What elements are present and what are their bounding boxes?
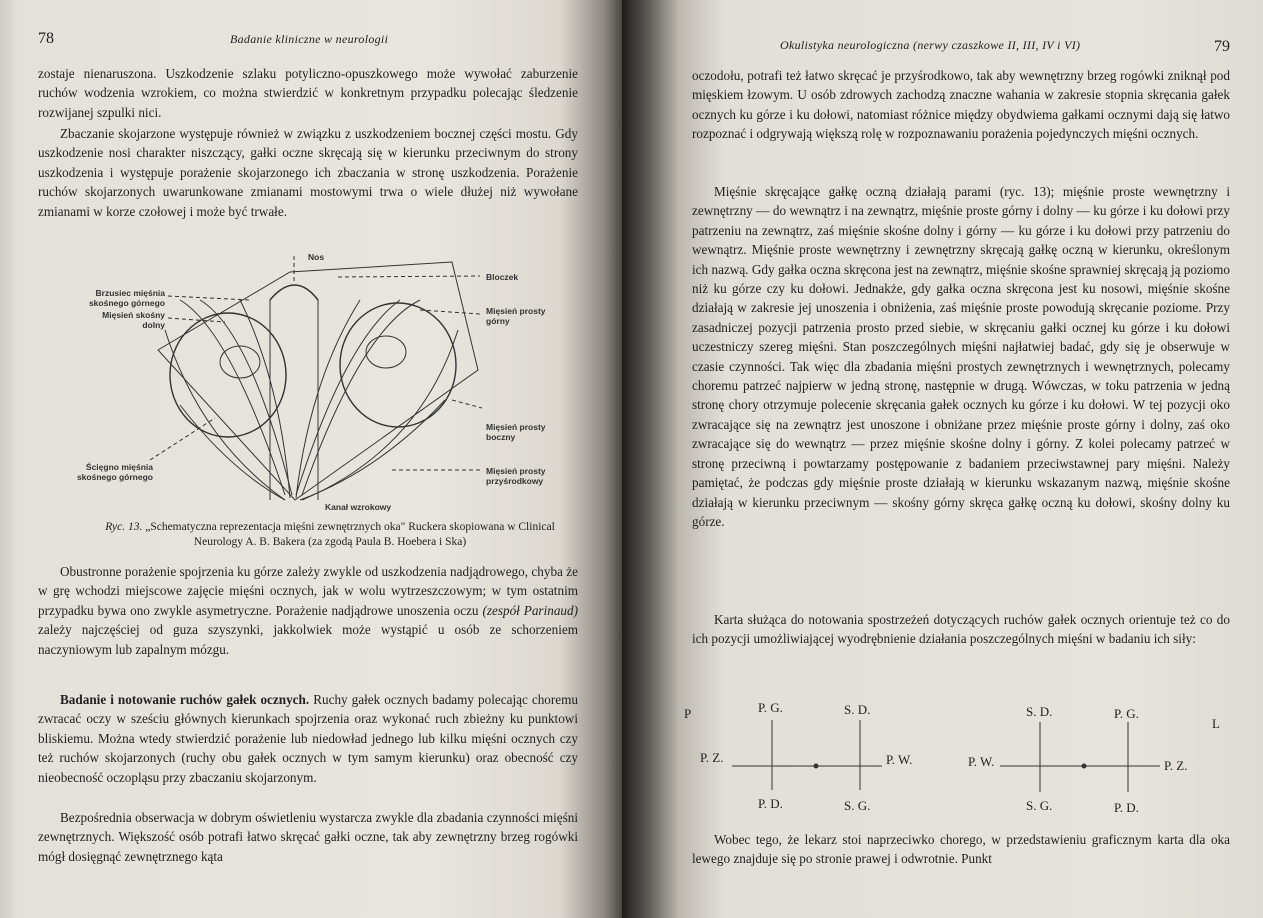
muscle-right-1 [302,300,420,495]
chart-left-br: S. G. [844,798,871,813]
chart-left-tl: P. G. [758,700,783,715]
label-brzusiec: Brzusiec mięśnia skośnego górnego [88,288,165,308]
label-prosty-gorny: Mięsień prosty górny [486,306,546,326]
label-kanal: Kanał wzrokowy [325,502,392,512]
chart-left-tr: S. D. [844,702,871,717]
chart-left-w: P. Z. [700,750,724,765]
muscle-right-3 [300,400,445,500]
right-center-dot [1082,764,1086,768]
caption-prefix: Ryc. 13. [105,521,143,533]
left-page [0,0,622,918]
chart-right-tl: S. D. [1026,704,1053,719]
label-nos: Nos [308,252,325,262]
running-head: Okulistyka neurologiczna (nerwy czaszkowe II, III, IV i VI) [780,38,1081,52]
paragraph [38,562,578,659]
label-skosny-dolny: Mięsień skośny dolny [102,310,165,330]
left-center-dot [814,764,818,768]
chart-lines [622,0,1263,918]
label-prosty-boczny: Mięsień prosty boczny [486,422,546,442]
paragraph: zostaje nienaruszona. Uszkodzenie szlaku potyliczno-opuszkowego może wywołać zaburzenie ruchów wodzenia wzrokiem, co można stwierdzić w konkretnym przypadku polecając śledzenie rozwijanej szpulki nici. [38,66,578,120]
paragraph: Wobec tego, że lekarz stoi naprzeciwko chorego, w przedstawieniu graficznym karta dla oka lewego znajduje się po stronie prawej i odwrotnie. Punkt [692,832,1230,867]
page-number: 78 [38,30,54,47]
muscle-left-2 [200,300,292,495]
paragraph [38,690,578,787]
label-bloczek: Bloczek [486,272,519,282]
muscle-left-1 [180,300,285,495]
paragraph-text: zależy najczęściej od guza szyszynki, jakkolwiek może wystąpić u osób ze schorzeniem naczyniowym lub zapalnym mózgu. [38,622,578,657]
chart-left-e: P. W. [886,752,913,767]
muscle-right-4 [302,330,458,500]
right-cornea [366,336,406,368]
chart-left-bl: P. D. [758,796,783,811]
paragraph-text: Ruchy gałek ocznych badamy polecając choremu zwracać oczy w sześciu głównych kierunkach spojrzenia oraz wykonać ruch zbieżny ku punktowi bliskiemu. Można wtedy stwierdzić porażenie lub niedowład jednego lub kilku mięśni ocznych czy też ruchów skojarzonych (ruchy obu gałek ocznych w tym samym kierunku) oraz obecność czy nieobecność oczopląsu przy zbaczaniu skojarzonym. [38,692,578,785]
label-sciegno: Ścięgno mięśnia skośnego górnego [76,462,153,482]
paragraph: Mięśnie skręcające gałkę oczną działają parami (ryc. 13); mięśnie proste wewnętrzny i zewnętrzny — do wewnątrz i na zewnątrz, mięśnie proste górny i dolny — ku górze i ku dołowi przy patrzeniu na zewnątrz, zaś mięśnie skośne dolny i górny — ku górze i ku dołowi przy patrzeniu do wewnątrz. Mięśnie proste wewnętrzny i zewnętrzny skręcają gałkę oczną w kierunku, określonym ich nazwą. Gdy gałka oczna skręcona jest na zewnątrz, mięśnie skośne sprawniej skręcają ją poziomo niż ku górze czy ku dołowi. Jednakże, gdy gałka oczna skręcona jest ku nosowi, mięśnie skośne działają w zakresie jej unoszenia i obniżenia, zaś mięśnie proste powodują skręcanie poziome. Przy zasadniczej pozycji patrzenia prosto przed siebie, w skręcaniu gałki ocznej ku górze i ku dołowi uczestniczy szereg mięśni. Stan poszczególnych mięśni najłatwiej badać, gdy się je obserwuje w czasie czynności. Tak więc dla zbadania mięśni prostych zewnętrznych i wewnętrznych, polecamy choremu patrzeć najpierw w jedną stronę, następnie w drugą. Wówczas, w toku patrzenia w jedną stronę chory otrzymuje polecenie skręcania gałek ocznych ku górze i ku dołowi. W tej pozycji oko zwracające się na zewnątrz jest unoszone i obniżane przez mięśnie proste górny i dolny, zaś oko zwracające się do wewnątrz — przez mięśnie skośne dolny i górny. Z kolei polecamy patrzeć w stronę przeciwną i powtarzamy postępowanie z badaniem przeciwstawnej pary mięśni. Należy pamiętać, że podczas gdy mięśnie proste działają w kierunku wskazanym nazwą, mięśnie skośne działają w kierunku przeciwnym — skośny górny skręca gałkę oczną ku dołowi, skośny dolny ku górze. [692,184,1230,529]
nose-dome [270,285,318,300]
paragraph: oczodołu, potrafi też łatwo skręcać je przyśrodkowo, tak aby wewnętrzny brzeg rogówki zniknął pod mięskiem łzowym. U osób zdrowych zachodzą znaczne wahania w zakresie stopnia skręcania gałek ocznych ku górze i ku dołowi, natomiast różnice między obydwiema gałkami ocznymi dają się łatwo rozpoznać i odgrywają większą rolę w rozpoznawaniu porażenia pojedynczych mięśni ocznych. [692,68,1230,142]
chart-label-p: P [684,706,692,721]
running-head: Badanie kliniczne w neurologii [230,32,389,46]
chart-label-l: L [1212,716,1220,731]
paragraph-text: Obustronne porażenie spojrzenia ku górze zależy zwykle od uszkodzenia nadjądrowego, chyba że w grę wchodzi miejscowe zajęcie mięśni ocznych, jak w wolu wytrzeszczowym; w tym ostatnim przypadku bywa ono zwykle asymetryczne. Porażenie nadjądrowe unoszenia oczu [38,564,578,618]
paragraph-italic: (zespół Parinaud) [482,602,578,618]
figure-caption [100,520,560,550]
chart-right-w: P. W. [968,754,995,769]
chart-right-bl: S. G. [1026,798,1053,813]
right-page [622,0,1263,918]
chart-right-tr: P. G. [1114,706,1139,721]
left-cornea [220,346,260,378]
caption-text: „Schematyczna reprezentacja mięśni zewnętrznych oka" Ruckera skopiowana w Clinical Neurology A. B. Bakera (za zgodą Paula B. Hoebera i Ska) [145,521,555,548]
label-prosty-przysrodkowy: Mięsień prosty przyśrodkowy [486,466,546,486]
page-number: 79 [1214,38,1230,55]
chart-right-e: P. Z. [1164,758,1188,773]
chart-right-br: P. D. [1114,800,1139,815]
paragraph: Zbaczanie skojarzone występuje również w związku z uszkodzeniem bocznej części mostu. Gdy uszkodzenie nosi charakter niszczący, gałki oczne skręcają się w kierunku przeciwnym do strony uszkodzenia i występuje porażenie skojarzonego ich zbaczania w stronę uszkodzenia. Porażenie ruchów skojarzonych uwarunkowane zmianami mostowymi trwa o wiele dłużej niż wywołane zmianami w korze czołowej i może być trwałe. [38,126,578,219]
paragraph: Karta służąca do notowania spostrzeżeń dotyczących ruchów gałek ocznych orientuje też co do ich pozycji umożliwiającej wyodrębnienie działania poszczególnych mięśni w badaniu ich siły: [692,612,1230,647]
paragraph: Bezpośrednia obserwacja w dobrym oświetleniu wystarcza zwykle dla zbadania czynności mięśni zewnętrznych. Większość osób potrafi łatwo skręcać gałki oczne, tak aby zewnętrzny brzeg rogówki mógł dosięgnąć zewnętrznego kąta [38,810,578,864]
section-heading: Badanie i notowanie ruchów gałek ocznych. [60,692,310,707]
